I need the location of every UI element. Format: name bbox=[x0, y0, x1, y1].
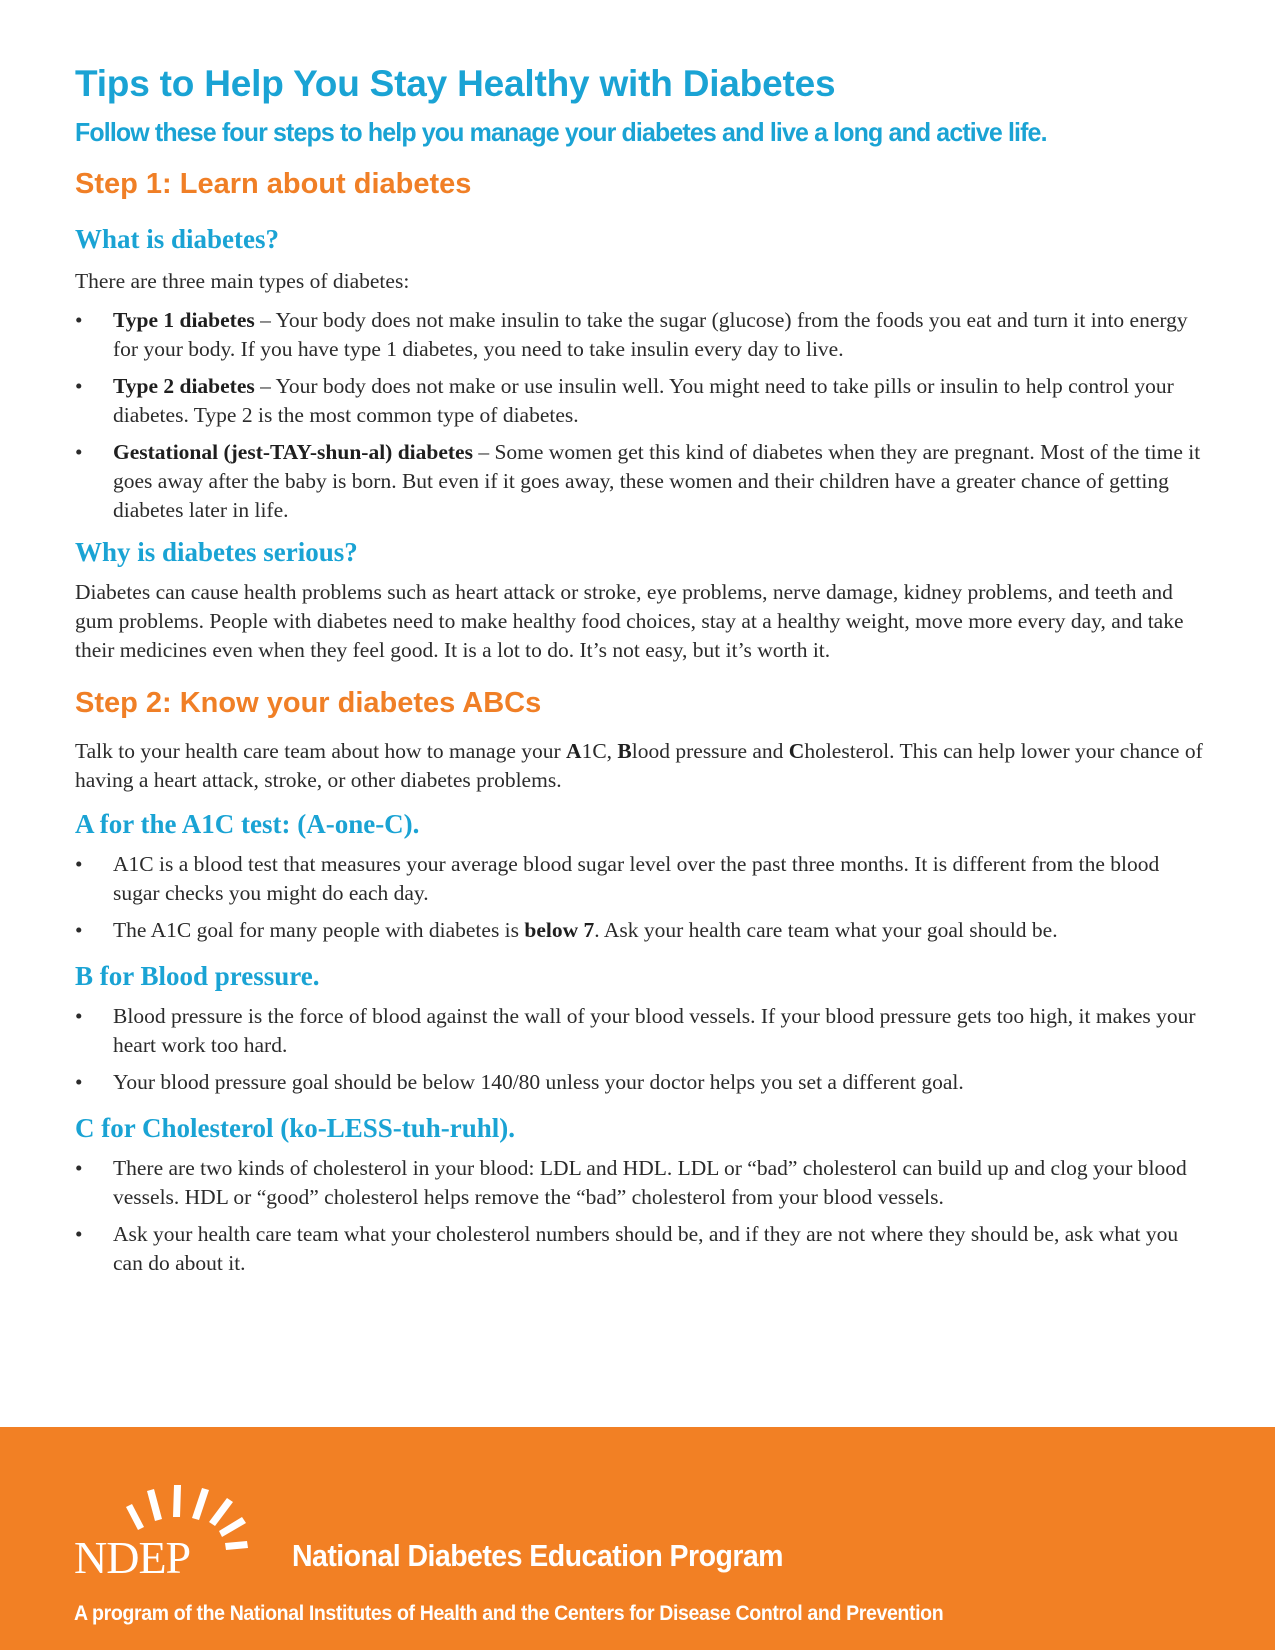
step2-heading: Step 2: Know your diabetes ABCs bbox=[75, 687, 542, 720]
why-serious-heading: Why is diabetes serious? bbox=[75, 536, 358, 567]
diabetes-types-list bbox=[75, 306, 1205, 525]
what-is-diabetes-heading: What is diabetes? bbox=[75, 223, 280, 254]
bullet-icon: • bbox=[75, 1069, 83, 1094]
program-name: National Diabetes Education Program bbox=[292, 1538, 783, 1573]
list-item bbox=[75, 438, 1205, 525]
definition: – Your body does not make or use insulin well. You might need to take pills or insulin to help control your diabetes. Type 2 is the most common type of diabetes. bbox=[113, 373, 1174, 427]
letter-b: B bbox=[617, 738, 632, 763]
item-text: There are two kinds of cholesterol in your blood: LDL and HDL. LDL or “bad” cholesterol can build up and clog your blood vessels. HDL or “good” cholesterol helps remove the “bad” cholesterol from your blood vessels. bbox=[113, 1156, 1187, 1210]
intro-text: Talk to your health care team about how to manage your bbox=[75, 738, 567, 763]
item-text: Blood pressure is the force of blood against the wall of your blood vessels. If your blood pressure gets too high, it makes your heart work too hard. bbox=[113, 1003, 1196, 1057]
term: Gestational (jest-TAY-shun-al) diabetes bbox=[113, 439, 473, 464]
list-item bbox=[75, 306, 1205, 364]
abc-intro bbox=[75, 737, 1205, 795]
bullet-icon: • bbox=[75, 1222, 83, 1247]
step1-heading: Step 1: Learn about diabetes bbox=[75, 168, 472, 201]
cholesterol-heading: C for Cholesterol (ko-LESS-tuh-ruhl). bbox=[75, 1112, 516, 1143]
item-text: Ask your health care team what your cholesterol numbers should be, and if they are not where they should be, ask what you can do about it. bbox=[113, 1222, 1179, 1276]
letter-a: A bbox=[566, 738, 582, 763]
why-serious-text: Diabetes can cause health problems such as heart attack or stroke, eye problems, nerve damage, kidney problems, and teeth and gum problems. People with diabetes need to make healthy food choices, stay at a healthy weight, move more every day, and take their medicines even when they feel good. It is a lot to do. It’s not easy, but it’s worth it. bbox=[75, 580, 1184, 663]
list-item bbox=[75, 916, 1205, 945]
bullet-icon: • bbox=[75, 851, 83, 876]
footer-tagline: A program of the National Institutes of Health and the Centers for Disease Control and Prevention bbox=[74, 1602, 944, 1625]
page-title: Tips to Help You Stay Healthy with Diabetes bbox=[75, 63, 836, 104]
blood-pressure-heading: B for Blood pressure. bbox=[75, 960, 320, 991]
footer-banner bbox=[0, 1427, 1275, 1650]
bullet-icon: • bbox=[75, 1003, 83, 1028]
item-text: . Ask your health care team what your goal should be. bbox=[594, 917, 1058, 942]
definition: – Some women get this kind of diabetes when they are pregnant. Most of the time it goes away after the baby is born. But even if it goes away, these women and their children have a greater chance of getting diabetes later in life. bbox=[113, 439, 1201, 522]
item-text: A1C is a blood test that measures your average blood sugar level over the past three months. It is different from the blood sugar checks you might do each day. bbox=[113, 851, 1160, 905]
list-item bbox=[75, 372, 1205, 430]
intro-text: 1C, bbox=[581, 738, 618, 763]
intro-text: lood pressure and bbox=[631, 738, 789, 763]
a1c-goal: below 7 bbox=[524, 917, 595, 942]
list-item bbox=[75, 850, 1205, 908]
definition: – Your body does not make insulin to take the sugar (glucose) from the foods you eat and turn it into energy for your body. If you have type 1 diabetes, you need to take insulin every day to live. bbox=[113, 307, 1188, 361]
intro-text: holesterol. This can help lower your chance of having a heart attack, stroke, or other diabetes problems. bbox=[75, 738, 1203, 792]
blood-pressure-list bbox=[75, 1002, 1205, 1097]
list-item bbox=[75, 1154, 1205, 1212]
cholesterol-list bbox=[75, 1154, 1205, 1278]
item-text: Your blood pressure goal should be below 140/80 unless your doctor helps you set a different goal. bbox=[113, 1069, 964, 1094]
item-text: The A1C goal for many people with diabetes is bbox=[113, 917, 525, 942]
page-subtitle: Follow these four steps to help you manage your diabetes and live a long and active life. bbox=[75, 117, 1047, 148]
ndep-logo-text: NDEP bbox=[74, 1532, 191, 1583]
document-body bbox=[75, 62, 1205, 1278]
types-intro: There are three main types of diabetes: bbox=[75, 268, 410, 293]
term: Type 2 diabetes bbox=[113, 373, 255, 398]
list-item bbox=[75, 1002, 1205, 1060]
letter-c: C bbox=[788, 738, 805, 763]
list-item bbox=[75, 1068, 1205, 1097]
a1c-list bbox=[75, 850, 1205, 945]
bullet-icon: • bbox=[75, 439, 83, 464]
a1c-heading: A for the A1C test: (A-one-C). bbox=[75, 808, 420, 839]
bullet-icon: • bbox=[75, 917, 83, 942]
bullet-icon: • bbox=[75, 1156, 83, 1181]
bullet-icon: • bbox=[75, 373, 83, 398]
list-item bbox=[75, 1220, 1205, 1278]
term: Type 1 diabetes bbox=[113, 307, 255, 332]
bullet-icon: • bbox=[75, 307, 83, 332]
